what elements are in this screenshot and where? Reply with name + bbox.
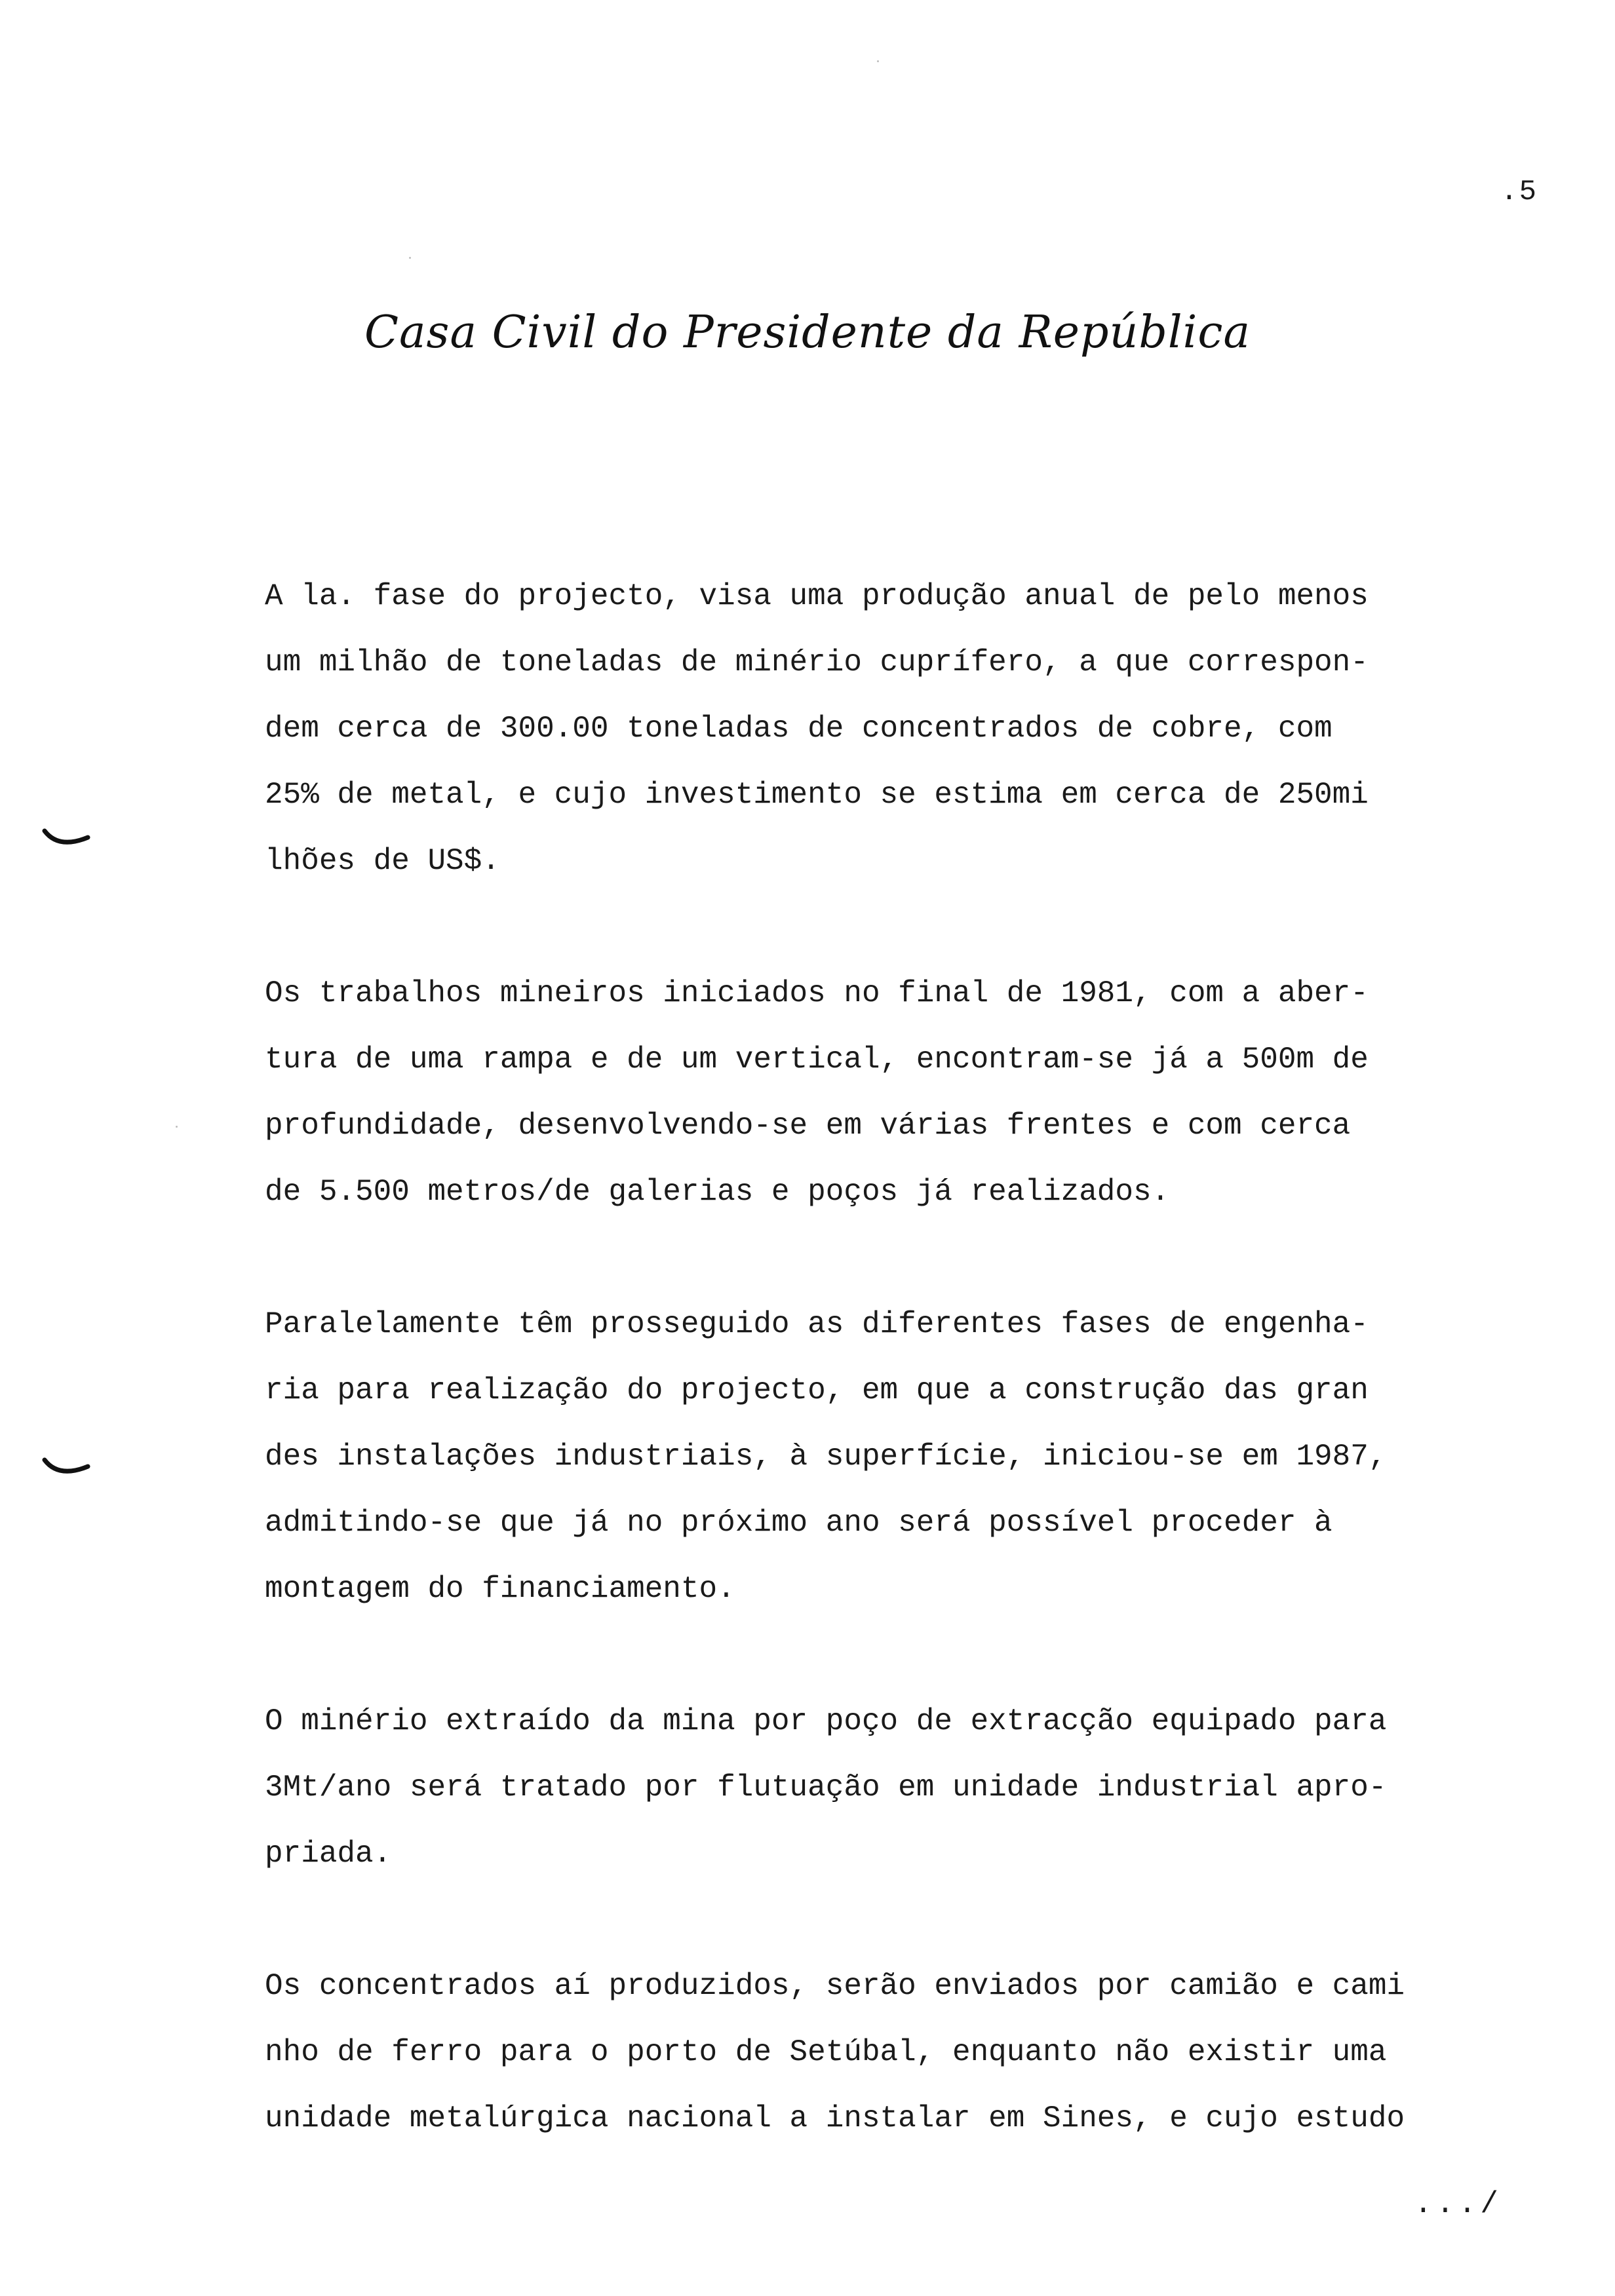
- margin-check-mark-icon: [42, 827, 90, 849]
- text-line: Os concentrados aí produzidos, serão enviados por camião e cami: [265, 1969, 1405, 2003]
- text-line: nho de ferro para o porto de Setúbal, enquanto não existir uma: [265, 2035, 1387, 2069]
- text-line: dem cerca de 300.00 toneladas de concentrados de cobre, com: [265, 712, 1333, 746]
- text-line: admitindo-se que já no próximo ano será possível proceder à: [265, 1506, 1333, 1540]
- text-line: montagem do financiamento.: [265, 1572, 735, 1606]
- text-line: priada.: [265, 1837, 392, 1871]
- margin-check-mark-icon: [42, 1456, 90, 1478]
- text-line: tura de uma rampa e de um vertical, encontram-se já a 500m de: [265, 1043, 1369, 1077]
- text-line: de 5.500 metros/de galerias e poços já realizados.: [265, 1175, 1170, 1209]
- paragraph-2: [265, 961, 1510, 1225]
- paragraph-1: [265, 564, 1510, 894]
- text-line: 25% de metal, e cujo investimento se estima em cerca de 250mi: [265, 778, 1369, 812]
- text-line: um milhão de toneladas de minério cuprífero, a que correspon-: [265, 645, 1369, 679]
- paragraph-gap: [265, 1225, 1510, 1292]
- text-line: lhões de US$.: [265, 844, 500, 878]
- text-line: Os trabalhos mineiros iniciados no final de 1981, com a aber-: [265, 976, 1369, 1010]
- text-line: 3Mt/ano será tratado por flutuação em unidade industrial apro-: [265, 1770, 1387, 1805]
- scan-speck: [877, 60, 879, 62]
- text-line: profundidade, desenvolvendo-se em várias frentes e com cerca: [265, 1109, 1351, 1143]
- paragraph-gap: [265, 894, 1510, 961]
- paragraph-gap: [265, 1622, 1510, 1689]
- continuation-mark: .../: [1414, 2187, 1502, 2221]
- text-line: ria para realização do projecto, em que a construção das gran: [265, 1373, 1369, 1407]
- text-line: des instalações industriais, à superfície, iniciou-se em 1987,: [265, 1440, 1387, 1474]
- scan-speck: [176, 1126, 178, 1128]
- letterhead-title: Casa Civil do Presidente da República: [364, 307, 1251, 358]
- text-line: unidade metalúrgica nacional a instalar em Sines, e cujo estudo: [265, 2101, 1405, 2135]
- paragraph-3: [265, 1292, 1510, 1622]
- paragraph-5: [265, 1953, 1510, 2152]
- paragraph-4: [265, 1689, 1510, 1887]
- paragraph-gap: [265, 1887, 1510, 1953]
- text-line: A la. fase do projecto, visa uma produção anual de pelo menos: [265, 579, 1369, 613]
- text-line: Paralelamente têm prosseguido as diferentes fases de engenha-: [265, 1307, 1369, 1341]
- page-number: .5: [1500, 176, 1538, 208]
- document-body: [265, 564, 1510, 2152]
- scan-speck: [409, 257, 411, 259]
- text-line: O minério extraído da mina por poço de extracção equipado para: [265, 1704, 1387, 1738]
